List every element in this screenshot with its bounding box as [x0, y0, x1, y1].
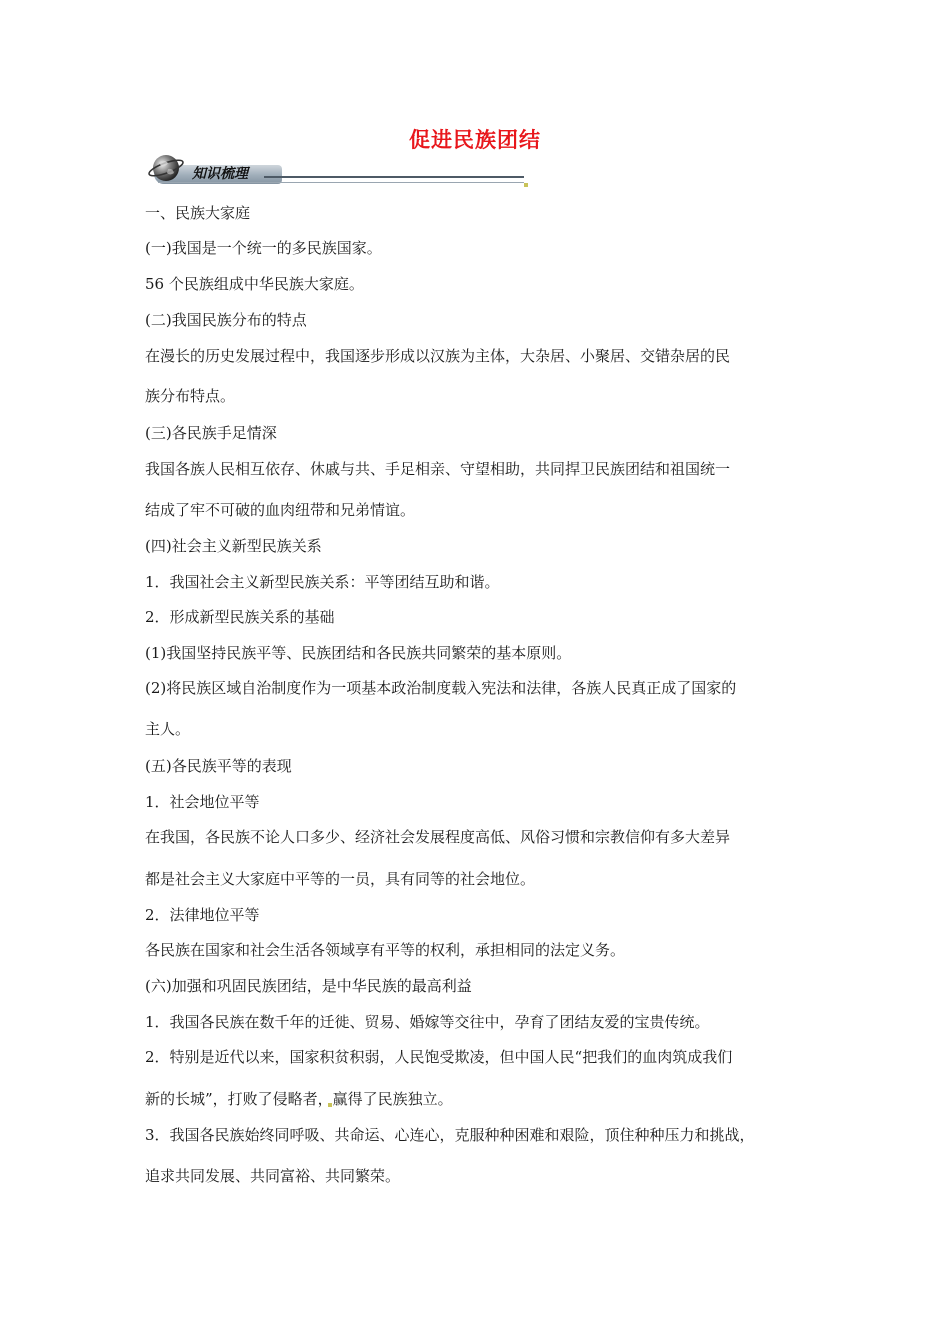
text-line: 2．法律地位平等: [145, 906, 260, 924]
section-banner: [144, 149, 534, 193]
text-line: 追求共同发展、共同富裕、共同繁荣。: [145, 1167, 401, 1185]
text-line: 2．特别是近代以来，国家积贫积弱，人民饱受欺凌，但中国人民“把我们的血肉筑成我们: [145, 1048, 733, 1066]
text-line: 2．形成新型民族关系的基础: [145, 608, 335, 626]
text-line: (二)我国民族分布的特点: [145, 311, 307, 329]
text-line: (三)各民族手足情深: [145, 424, 277, 442]
banner-label: 知识梳理: [192, 166, 248, 182]
text-line: 1．社会地位平等: [145, 793, 260, 811]
text-line: (一)我国是一个统一的多民族国家。: [145, 239, 382, 257]
text-line: 我国各族人民相互依存、休戚与共、手足相亲、守望相助，共同捍卫民族团结和祖国统一: [145, 460, 731, 478]
text-line: 族分布特点。: [145, 387, 236, 405]
text-line: 在我国，各民族不论人口多少、经济社会发展程度高低、风俗习惯和宗教信仰有多大差异: [145, 828, 731, 846]
text-line: (六)加强和巩固民族团结，是中华民族的最高利益: [145, 977, 472, 995]
text-line: 主人。: [145, 720, 191, 738]
text-line: 一、民族大家庭: [145, 204, 251, 222]
text-line: 结成了牢不可破的血肉纽带和兄弟情谊。: [145, 501, 416, 519]
text-line: 各民族在国家和社会生活各领域享有平等的权利，承担相同的法定义务。: [145, 941, 626, 959]
text-line: 1．我国社会主义新型民族关系：平等团结互助和谐。: [145, 573, 500, 591]
text-line: (2)将民族区域自治制度作为一项基本政治制度载入宪法和法律，各族人民真正成了国家的: [145, 679, 737, 697]
text-line: 在漫长的历史发展过程中，我国逐步形成以汉族为主体，大杂居、小聚居、交错杂居的民: [145, 347, 731, 365]
page-title: 促进民族团结: [409, 128, 541, 152]
globe-icon: [146, 149, 186, 189]
text-line: 1．我国各民族在数千年的迁徙、贸易、婚嫁等交往中，孕育了团结友爱的宝贵传统。: [145, 1013, 710, 1031]
text-line: 56 个民族组成中华民族大家庭。: [145, 275, 364, 293]
decor-dot: [524, 183, 528, 187]
text-line: (五)各民族平等的表现: [145, 757, 292, 775]
text-line: 新的长城”，打败了侵略者，赢得了民族独立。: [145, 1090, 453, 1108]
text-line: (四)社会主义新型民族关系: [145, 537, 322, 555]
text-line: 都是社会主义大家庭中平等的一员，具有同等的社会地位。: [145, 870, 536, 888]
text-line: 3．我国各民族始终同呼吸、共命运、心连心，克服种种困难和艰险，顶住种种压力和挑战，: [145, 1126, 755, 1144]
banner-rule: [264, 176, 524, 178]
text-line: (1)我国坚持民族平等、民族团结和各民族共同繁荣的基本原则。: [145, 644, 572, 662]
